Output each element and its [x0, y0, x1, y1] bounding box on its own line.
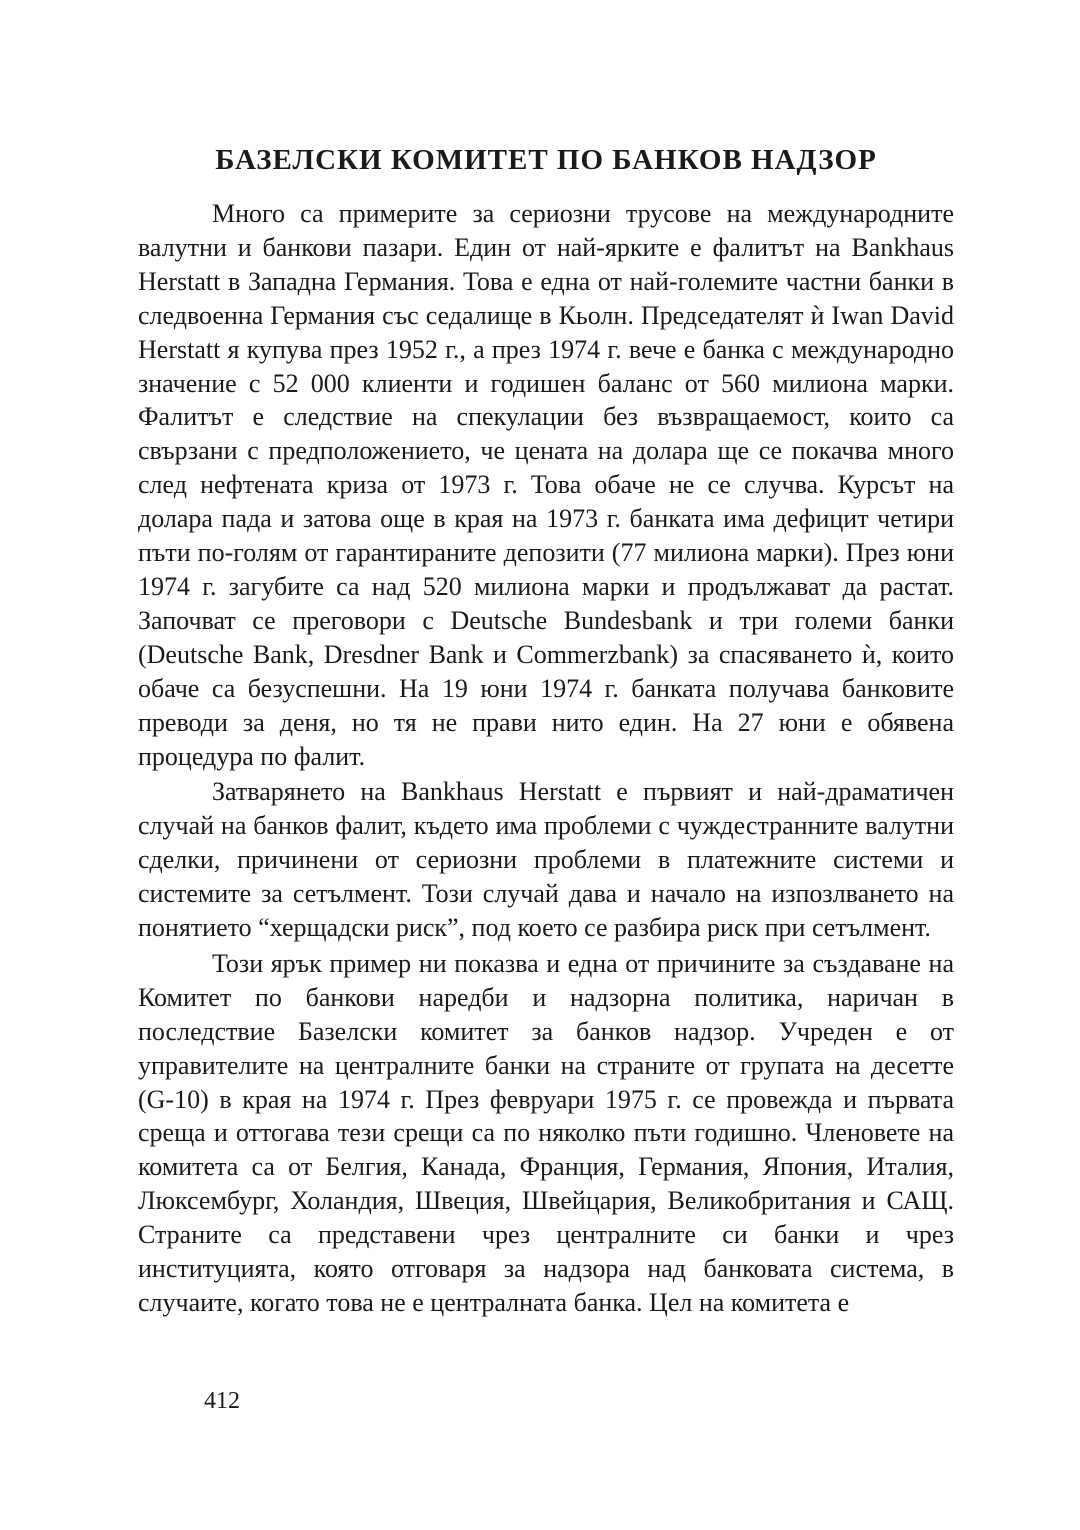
- paragraph-3: Този ярък пример ни показва и една от причините за създаване на Комитет по банкови наредби и надзорна политика, наричан в последствие Базелски комитет за банков надзор. Учреден е от управителите на централните банки на страните от групата на десетте (G-10) в края на 1974 г. През февруари 1975 г. се провежда и първата среща и оттогава тези срещи са по няколко пъти годишно. Членовете на комитета са от Белгия, Канада, Франция, Германия, Япония, Италия, Люксембург, Холандия, Швеция, Швейцария, Великобритания и САЩ. Страните са представени чрез централните си банки и чрез институцията, която отговаря за надзора над банковата система, в случаите, когато това не е централната банка. Цел на комитета е: [138, 948, 954, 1317]
- page-number: 412: [204, 1388, 240, 1414]
- paragraph-1: Много са примерите за сериозни трусове на международните валутни и банкови пазари. Един от най-ярките е фалитът на Bankhaus Herstatt в Западна Германия. Това е една от най-големите частни банки в следвоенна Германия със седалище в Кьолн. Председателят ѝ Iwan David Herstatt я купува през 1952 г., а през 1974 г. вече е банка с международно значение с 52 000 клиенти и годишен баланс от 560 милиона марки. Фалитът е следствие на спекулации без възвращаемост, които са свързани с предположението, че цената на долара ще се покачва много след нефтената криза от 1973 г. Това обаче не се случва. Курсът на долара пада и затова още в края на 1973 г. банката има дефицит четири пъти по-голям от гарантираните депозити (77 милиона марки). През юни 1974 г. загубите са над 520 милиона марки и продължават да растат. Започват се преговори с Deutsche Bundesbank и три големи банки (Deutsche Bank, Dresdner Bank и Commerzbank) за спасяването ѝ, които обаче са безуспешни. На 19 юни 1974 г. банката получава банковите преводи за деня, но тя не прави нито един. На 27 юни е обявена процедура по фалит.: [138, 199, 954, 771]
- document-page: [138, 0, 954, 1530]
- chapter-title: БАЗЕЛСКИ КОМИТЕТ ПО БАНКОВ НАДЗОР: [215, 144, 877, 176]
- paragraph-2: Затварянето на Bankhaus Herstatt е първият и най-драматичен случай на банков фалит, където има проблеми с чуждестранните валутни сделки, причинени от сериозни проблеми в платежните системи и системите за сетълмент. Този случай дава и начало на изпозлването на понятието “херщадски риск”, под което се разбира риск при сетълмент.: [138, 777, 954, 943]
- body-text: [138, 197, 954, 1320]
